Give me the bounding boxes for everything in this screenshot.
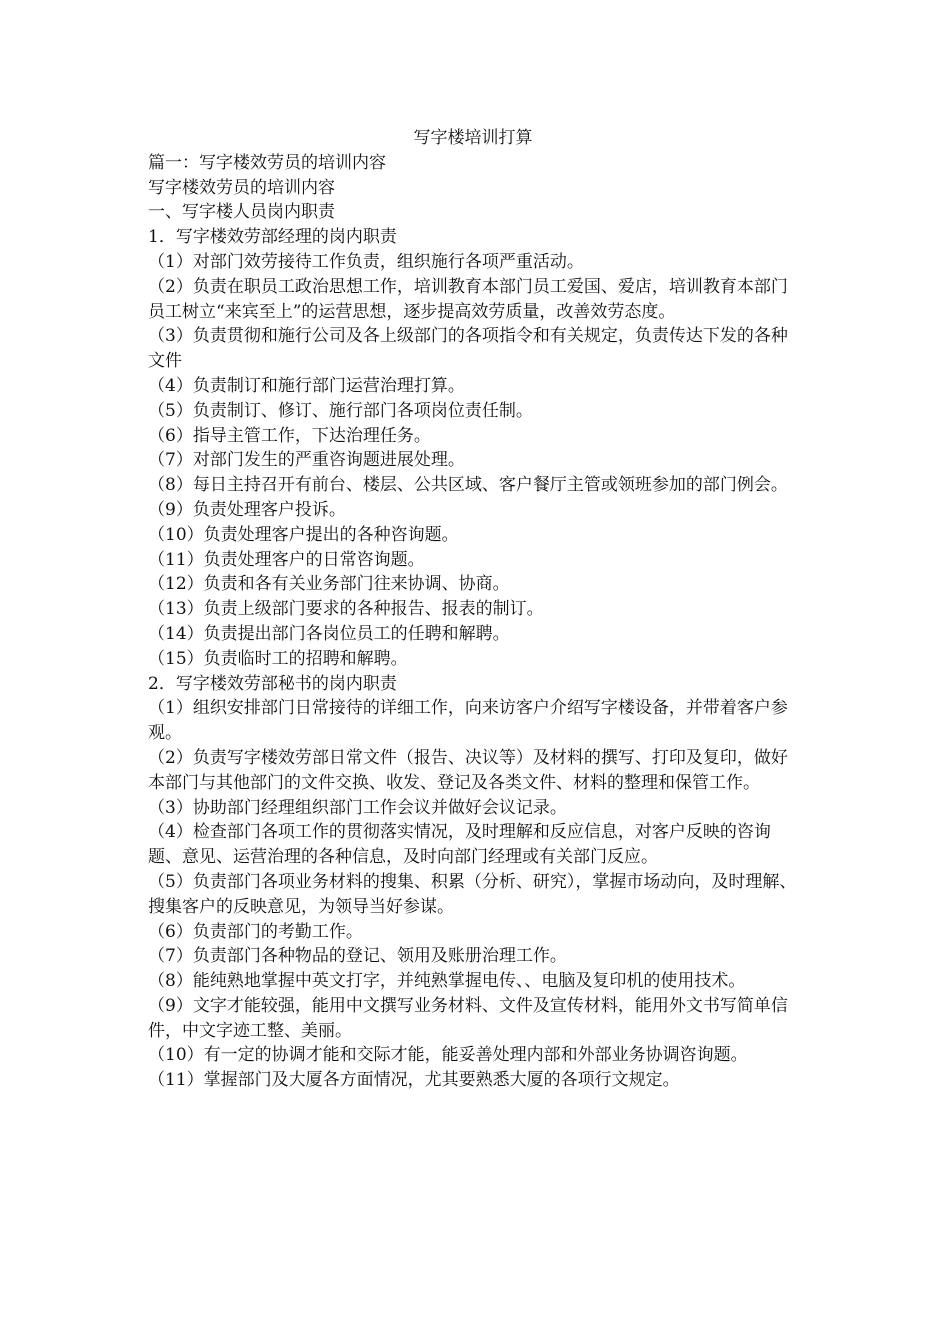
- list-item: （9）文字才能较强，能用中文撰写业务材料、文件及宣传材料，能用外文书写简单信件，中文字迹工整、美丽。: [148, 995, 788, 1041]
- section-2-heading: 2．写字楼效劳部秘书的岗内职责: [148, 673, 397, 694]
- list-item: （8）能纯熟地掌握中英文打字，并纯熟掌握电传、、电脑及复印机的使用技术。: [148, 971, 746, 992]
- list-item: （14）负责提出部门各岗位员工的任聘和解聘。: [148, 623, 510, 644]
- list-item: （10）负责处理客户提出的各种咨询题。: [148, 524, 459, 545]
- list-item: （4）负责制订和施行部门运营治理打算。: [148, 375, 465, 396]
- intro-line-chapter: 篇一：写字楼效劳员的培训内容: [148, 152, 386, 173]
- list-item: （12）负责和各有关业务部门往来协调、协商。: [148, 574, 510, 595]
- intro-line-part-heading: 一、写字楼人员岗内职责: [148, 202, 335, 223]
- list-item: （7）负责部门各种物品的登记、领用及账册治理工作。: [148, 946, 567, 967]
- list-item: （4）检查部门各项工作的贯彻落实情况，及时理解和反应信息，对客户反映的咨询题、意见、运营治理的各种信息，及时向部门经理或有关部门反应。: [148, 822, 771, 868]
- section-2-list: [148, 696, 798, 1093]
- list-item: （3）协助部门经理组织部门工作会议并做好会议记录。: [148, 797, 567, 818]
- list-item: （13）负责上级部门要求的各种报告、报表的制订。: [148, 599, 544, 620]
- list-item: （2）负责写字楼效劳部日常文件（报告、决议等）及材料的撰写、打印及复印，做好本部门与其他部门的文件交换、收发、登记及各类文件、材料的整理和保管工作。: [148, 747, 788, 793]
- list-item: （11）掌握部门及大厦各方面情况，尤其要熟悉大厦的各项行文规定。: [148, 1070, 680, 1091]
- document-page: [148, 126, 798, 1093]
- list-item: （1）组织安排部门日常接待的详细工作，向来访客户介绍写字楼设备，并带着客户参观。: [148, 698, 788, 744]
- list-item: （6）指导主管工作，下达治理任务。: [148, 425, 431, 446]
- list-item: （2）负责在职员工政治思想工作，培训教育本部门员工爱国、爱店，培训教育本部门员工树立“来宾至上”的运营思想，逐步提高效劳质量，改善效劳态度。: [148, 276, 788, 322]
- list-item: （15）负责临时工的招聘和解聘。: [148, 648, 408, 669]
- section-1-heading: 1．写字楼效劳部经理的岗内职责: [148, 227, 397, 248]
- list-item: （5）负责制订、修订、施行部门各项岗位责任制。: [148, 400, 533, 421]
- list-item: （6）负责部门的考勤工作。: [148, 921, 363, 942]
- document-title: 写字楼培训打算: [413, 128, 533, 148]
- list-item: （1）对部门效劳接待工作负责，组织施行各项严重活动。: [148, 251, 584, 272]
- list-item: （11）负责处理客户的日常咨询题。: [148, 549, 425, 570]
- list-item: （9）负责处理客户投诉。: [148, 499, 346, 520]
- list-item: （3）负责贯彻和施行公司及各上级部门的各项指令和有关规定，负责传达下发的各种文件: [148, 326, 788, 372]
- section-1-list: [148, 250, 798, 672]
- intro-line-subtitle: 写字楼效劳员的培训内容: [148, 177, 335, 198]
- list-item: （10）有一定的协调才能和交际才能，能妥善处理内部和外部业务协调咨询题。: [148, 1045, 748, 1066]
- list-item: （8）每日主持召开有前台、楼层、公共区域、客户餐厅主管或领班参加的部门例会。: [148, 475, 788, 496]
- list-item: （5）负责部门各项业务材料的搜集、积累（分析、研究），掌握市场动向，及时理解、搜集客户的反映意见，为领导当好参谋。: [148, 871, 797, 917]
- list-item: （7）对部门发生的严重咨询题进展处理。: [148, 450, 465, 471]
